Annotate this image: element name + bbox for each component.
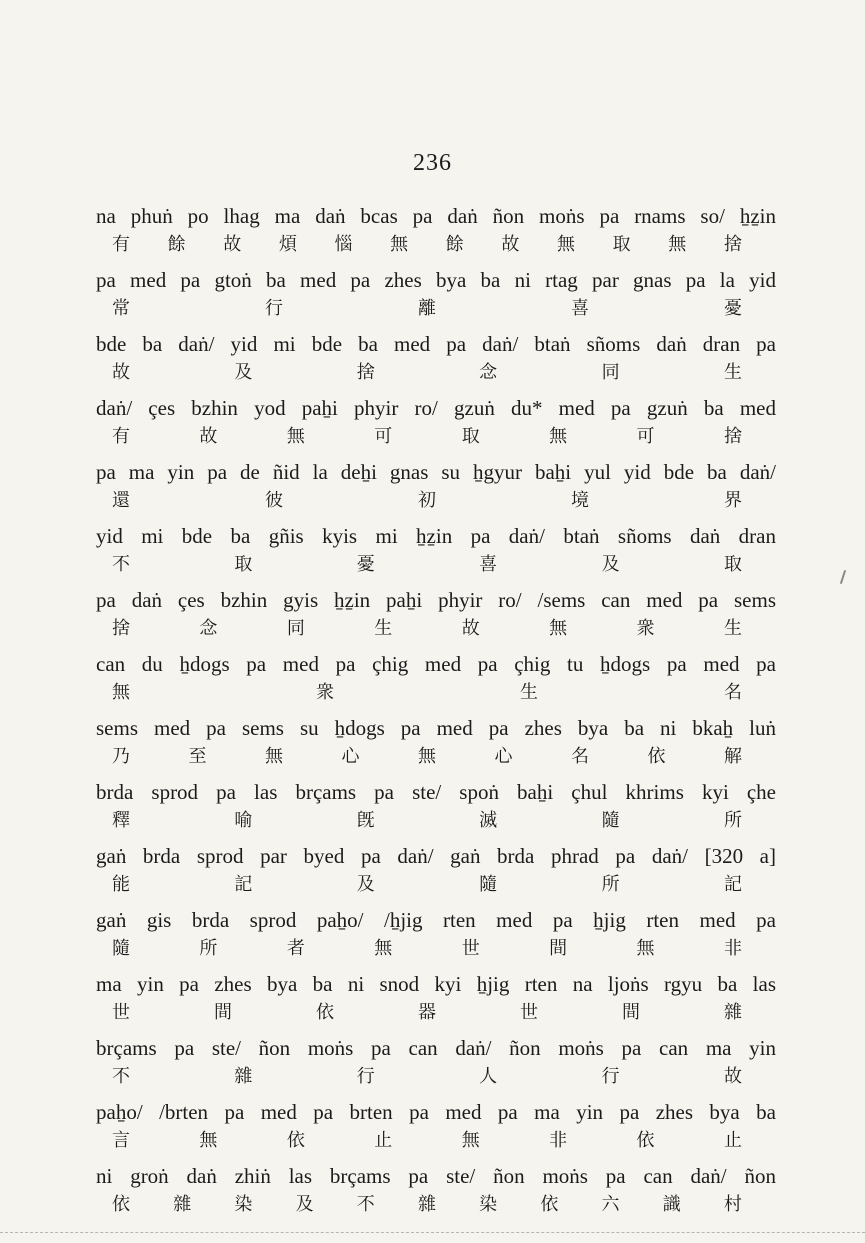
- chinese-gloss-line: [112, 1126, 742, 1156]
- chinese-character: 隨: [112, 938, 130, 959]
- chinese-character: 不: [112, 554, 130, 575]
- chinese-gloss-line: [112, 486, 742, 516]
- chinese-character: 行: [356, 1066, 375, 1087]
- interlinear-pair: [0, 518, 865, 582]
- chinese-gloss-line: [112, 230, 742, 260]
- tibetan-transliteration-line: pa daṅ çes bzhin gyis ẖẕin paẖi phyir ro/ /sems can med pa sems: [96, 588, 776, 612]
- chinese-character: 記: [723, 874, 742, 895]
- chinese-gloss-line: [112, 614, 742, 644]
- chinese-character: 依: [636, 1130, 655, 1151]
- interlinear-pair: [0, 710, 865, 774]
- chinese-character: 識: [662, 1194, 681, 1215]
- chinese-character: 煩: [278, 234, 297, 255]
- chinese-gloss-line: [112, 1190, 742, 1220]
- chinese-character: 境: [571, 490, 589, 511]
- tibetan-transliteration-line: gaṅ gis brda sprod paẖo/ /ẖjig rten med pa ẖjig rten med pa: [96, 908, 776, 932]
- chinese-character: 憂: [724, 298, 742, 319]
- chinese-character: 及: [234, 362, 253, 383]
- chinese-gloss-line: [112, 1062, 742, 1092]
- chinese-character: 彼: [265, 490, 283, 511]
- chinese-character: 故: [723, 1066, 742, 1087]
- chinese-character: 故: [501, 234, 520, 255]
- chinese-character: 世: [461, 938, 480, 959]
- chinese-character: 人: [479, 1066, 498, 1087]
- chinese-character: 隨: [479, 874, 498, 895]
- chinese-character: 所: [723, 810, 742, 831]
- chinese-character: 隨: [601, 810, 620, 831]
- chinese-character: 心: [341, 746, 360, 767]
- chinese-character: 惱: [334, 234, 353, 255]
- chinese-character: 依: [540, 1194, 559, 1215]
- interlinear-pair: [0, 262, 865, 326]
- chinese-character: 世: [520, 1002, 538, 1023]
- chinese-character: 無: [549, 426, 568, 447]
- chinese-character: 依: [647, 746, 666, 767]
- chinese-character: 所: [199, 938, 218, 959]
- chinese-character: 及: [356, 874, 375, 895]
- chinese-character: 依: [316, 1002, 334, 1023]
- chinese-character: 雜: [173, 1194, 192, 1215]
- interlinear-pair: [0, 774, 865, 838]
- chinese-character: 餘: [167, 234, 186, 255]
- chinese-character: 有: [112, 234, 130, 255]
- chinese-character: 滅: [479, 810, 498, 831]
- chinese-character: 村: [723, 1194, 742, 1215]
- chinese-character: 止: [723, 1130, 742, 1151]
- chinese-character: 間: [214, 1002, 232, 1023]
- chinese-character: 故: [461, 618, 480, 639]
- chinese-character: 喜: [571, 298, 589, 319]
- chinese-character: 無: [461, 1130, 480, 1151]
- interlinear-pair: [0, 390, 865, 454]
- tibetan-transliteration-line: can du ẖdogs pa med pa çhig med pa çhig tu ẖdogs pa med pa: [96, 652, 776, 676]
- interlinear-pair: [0, 902, 865, 966]
- chinese-character: 所: [601, 874, 620, 895]
- chinese-character: 無: [636, 938, 655, 959]
- chinese-character: 器: [418, 1002, 436, 1023]
- chinese-character: 生: [520, 682, 538, 703]
- interlinear-pair: [0, 582, 865, 646]
- chinese-character: 解: [724, 746, 742, 767]
- chinese-character: 染: [234, 1194, 253, 1215]
- chinese-character: 言: [112, 1130, 130, 1151]
- chinese-character: 餘: [445, 234, 464, 255]
- chinese-character: 無: [265, 746, 283, 767]
- chinese-character: 非: [723, 938, 742, 959]
- chinese-gloss-line: [112, 422, 742, 452]
- chinese-character: 旣: [356, 810, 375, 831]
- chinese-character: 生: [723, 362, 742, 383]
- chinese-character: 能: [112, 874, 130, 895]
- chinese-gloss-line: [112, 358, 742, 388]
- chinese-character: 衆: [636, 618, 655, 639]
- chinese-character: 捨: [723, 426, 742, 447]
- chinese-character: 世: [112, 1002, 130, 1023]
- chinese-character: 無: [557, 234, 575, 255]
- tibetan-transliteration-line: brda sprod pa las brçams pa ste/ spoṅ baẖi çhul khrims kyi çhe: [96, 780, 776, 804]
- chinese-gloss-line: [112, 870, 742, 900]
- tibetan-transliteration-line: brçams pa ste/ ñon moṅs pa can daṅ/ ñon moṅs pa can ma yin: [96, 1036, 776, 1060]
- chinese-character: 無: [112, 682, 130, 703]
- chinese-character: 心: [494, 746, 513, 767]
- chinese-character: 無: [549, 618, 568, 639]
- chinese-character: 六: [601, 1194, 620, 1215]
- chinese-character: 同: [286, 618, 305, 639]
- tibetan-transliteration-line: pa ma yin pa de ñid la deẖi gnas su ẖgyur baẖi yul yid bde ba daṅ/: [96, 460, 776, 484]
- chinese-character: 雜: [234, 1066, 253, 1087]
- interlinear-pair: [0, 1030, 865, 1094]
- chinese-character: 界: [724, 490, 742, 511]
- chinese-character: 乃: [112, 746, 130, 767]
- chinese-character: 喻: [234, 810, 253, 831]
- chinese-character: 無: [199, 1130, 218, 1151]
- interlinear-pair: [0, 1094, 865, 1158]
- tibetan-transliteration-line: paẖo/ /brten pa med pa brten pa med pa ma yin pa zhes bya ba: [96, 1100, 776, 1124]
- chinese-character: 憂: [356, 554, 375, 575]
- chinese-character: 故: [199, 426, 218, 447]
- chinese-character: 取: [612, 234, 631, 255]
- chinese-character: 初: [418, 490, 436, 511]
- tibetan-transliteration-line: gaṅ brda sprod par byed pa daṅ/ gaṅ brda phrad pa daṅ/ [320 a]: [96, 844, 776, 868]
- bottom-edge-rule: [0, 1232, 865, 1233]
- chinese-character: 生: [723, 618, 742, 639]
- tibetan-transliteration-line: pa med pa gtoṅ ba med pa zhes bya ba ni rtag par gnas pa la yid: [96, 268, 776, 292]
- chinese-character: 取: [461, 426, 480, 447]
- tibetan-transliteration-line: ma yin pa zhes bya ba ni snod kyi ẖjig rten na ljoṅs rgyu ba las: [96, 972, 776, 996]
- chinese-character: 無: [418, 746, 436, 767]
- chinese-character: 衆: [316, 682, 334, 703]
- chinese-character: 捨: [356, 362, 375, 383]
- chinese-character: 取: [234, 554, 253, 575]
- chinese-character: 無: [374, 938, 393, 959]
- tibetan-transliteration-line: ni groṅ daṅ zhiṅ las brçams pa ste/ ñon moṅs pa can daṅ/ ñon: [96, 1164, 776, 1188]
- page-number: 236: [413, 150, 452, 176]
- tibetan-transliteration-line: na phuṅ po lhag ma daṅ bcas pa daṅ ñon moṅs pa rnams so/ ẖẕin: [96, 204, 776, 228]
- chinese-character: 故: [223, 234, 242, 255]
- chinese-gloss-line: [112, 294, 742, 324]
- chinese-gloss-line: [112, 550, 742, 580]
- chinese-character: 喜: [479, 554, 498, 575]
- chinese-character: 依: [286, 1130, 305, 1151]
- chinese-character: 行: [265, 298, 283, 319]
- chinese-gloss-line: [112, 742, 742, 772]
- chinese-gloss-line: [112, 678, 742, 708]
- chinese-character: 雜: [417, 1194, 436, 1215]
- chinese-character: 故: [112, 362, 130, 383]
- tibetan-transliteration-line: daṅ/ çes bzhin yod paẖi phyir ro/ gzuṅ du* med pa gzuṅ ba med: [96, 396, 776, 420]
- interlinear-pair: [0, 454, 865, 518]
- interlinear-pair: [0, 646, 865, 710]
- chinese-character: 間: [549, 938, 568, 959]
- chinese-character: 行: [601, 1066, 620, 1087]
- chinese-character: 雜: [724, 1002, 742, 1023]
- chinese-character: 無: [390, 234, 409, 255]
- chinese-character: 名: [571, 746, 589, 767]
- interlinear-pair: [0, 838, 865, 902]
- chinese-character: 間: [622, 1002, 640, 1023]
- chinese-character: 念: [479, 362, 498, 383]
- chinese-character: 不: [356, 1194, 375, 1215]
- chinese-character: 非: [549, 1130, 568, 1151]
- tibetan-transliteration-line: bde ba daṅ/ yid mi bde ba med pa daṅ/ btaṅ sñoms daṅ dran pa: [96, 332, 776, 356]
- chinese-character: 不: [112, 1066, 130, 1087]
- chinese-character: 及: [295, 1194, 314, 1215]
- chinese-character: 有: [112, 426, 130, 447]
- chinese-character: 生: [374, 618, 393, 639]
- chinese-character: 離: [418, 298, 436, 319]
- chinese-character: 記: [234, 874, 253, 895]
- chinese-character: 及: [601, 554, 620, 575]
- chinese-character: 念: [199, 618, 218, 639]
- chinese-character: 捨: [723, 234, 742, 255]
- chinese-character: 同: [601, 362, 620, 383]
- chinese-character: 依: [112, 1194, 130, 1215]
- chinese-character: 還: [112, 490, 130, 511]
- chinese-character: 名: [724, 682, 742, 703]
- chinese-gloss-line: [112, 806, 742, 836]
- chinese-character: 者: [286, 938, 305, 959]
- tibetan-transliteration-line: yid mi bde ba gñis kyis mi ẖẕin pa daṅ/ btaṅ sñoms daṅ dran: [96, 524, 776, 548]
- tibetan-transliteration-line: sems med pa sems su ẖdogs pa med pa zhes bya ba ni bkaẖ luṅ: [96, 716, 776, 740]
- chinese-character: 染: [479, 1194, 498, 1215]
- body-text: [0, 198, 865, 1222]
- chinese-character: 可: [374, 426, 393, 447]
- interlinear-pair: [0, 198, 865, 262]
- chinese-gloss-line: [112, 998, 742, 1028]
- chinese-character: 止: [374, 1130, 393, 1151]
- chinese-character: 取: [723, 554, 742, 575]
- chinese-character: 常: [112, 298, 130, 319]
- chinese-character: 無: [286, 426, 305, 447]
- chinese-character: 捨: [112, 618, 130, 639]
- chinese-character: 釋: [112, 810, 130, 831]
- chinese-gloss-line: [112, 934, 742, 964]
- chinese-character: 可: [636, 426, 655, 447]
- interlinear-pair: [0, 326, 865, 390]
- interlinear-pair: [0, 966, 865, 1030]
- interlinear-pair: [0, 1158, 865, 1222]
- chinese-character: 至: [188, 746, 207, 767]
- chinese-character: 無: [668, 234, 687, 255]
